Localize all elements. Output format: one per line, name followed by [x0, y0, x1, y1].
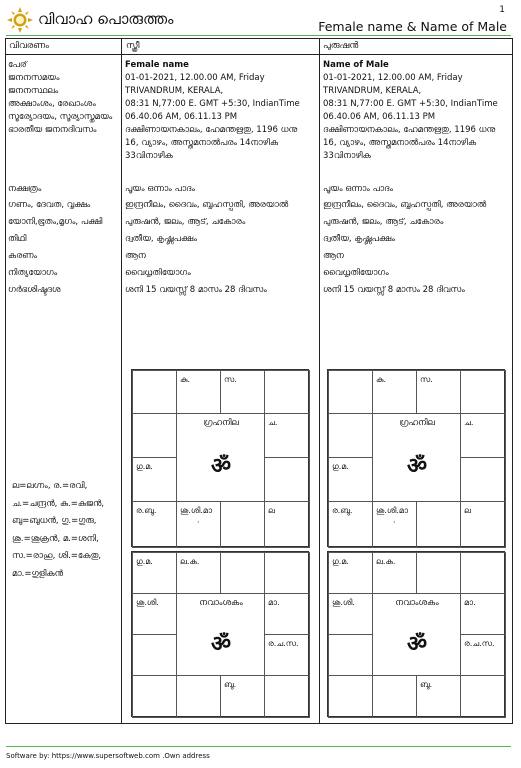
female-ganam: ഇന്ദ്രനീലം, ദൈവം, ബൃഹസ്പതി, അരയാൽ — [125, 200, 289, 210]
navamsa-cell — [132, 634, 177, 676]
sun-logo-icon — [7, 7, 33, 33]
legend-line: ല=ലഗ്നം, ര.=രവി, — [12, 481, 88, 491]
navamsa-cell — [176, 675, 221, 718]
navamsa-cell-text: ല.കു. — [376, 557, 396, 566]
male-indian-date-1: ദക്ഷിണായനകാലം, ഹേമന്തഋതു, 1196 ധനു — [323, 125, 496, 135]
column-header-female: സ്ത്രീ — [126, 41, 140, 51]
female-nithyayogam: വൈധൃതിയോഗം — [125, 268, 191, 278]
om-symbol-icon: ॐ — [210, 454, 232, 479]
navamsa-cell — [328, 675, 373, 718]
navamsa-cell-text: ബു. — [420, 680, 433, 689]
navamsa-cell — [328, 552, 373, 594]
rasi-cell — [264, 413, 310, 458]
rasi-cell — [176, 501, 221, 548]
navamsa-cell-text: ഗു.മ. — [332, 557, 349, 566]
female-dasha: ശനി 15 വയസ്സ് 8 മാസം 28 ദിവസം — [125, 285, 267, 295]
male-birth-datetime: 01-01-2021, 12.00.00 AM, Friday — [323, 73, 463, 83]
column-header-description: വിവരണം — [9, 41, 49, 51]
column-header-male: പുരുഷൻ — [323, 41, 359, 51]
navamsa-cell — [220, 675, 265, 718]
label-birth-time: ജനനസമയം — [8, 73, 60, 83]
rasi-cell-text: ശു.ശി.മാ — [376, 506, 408, 515]
rasi-cell — [176, 370, 221, 414]
navamsa-cell — [460, 675, 506, 718]
navamsa-cell — [416, 675, 461, 718]
female-nakshatra: പൂയം ഒന്നാം പാദം — [125, 184, 195, 194]
label-nakshatra: നക്ഷത്രം — [8, 184, 42, 194]
navamsa-cell-text: ശു.ശി. — [136, 598, 159, 607]
rasi-cell-text: സ. — [420, 375, 433, 384]
rasi-cell-text: ഗു.മ. — [332, 462, 349, 471]
female-yoni: പുരുഷൻ, ജലം, ആട്, ചകോരം — [125, 217, 246, 227]
rasi-cell-text: · — [197, 518, 200, 527]
female-karanam: ആന — [125, 251, 146, 261]
label-dasha: ഗർഭശിഷ്ടദശ — [8, 285, 61, 295]
om-symbol-icon: ॐ — [406, 454, 428, 479]
navamsa-cell-text: ഗു.മ. — [136, 557, 153, 566]
male-yoni: പുരുഷൻ, ജലം, ആട്, ചകോരം — [323, 217, 444, 227]
rasi-cell — [416, 501, 461, 548]
navamsa-cell-text: മാ. — [464, 598, 476, 607]
page-number: 1 — [499, 5, 505, 15]
planet-abbreviation-legend — [12, 478, 104, 583]
male-nakshatra: പൂയം ഒന്നാം പാദം — [323, 184, 393, 194]
navamsa-cell — [328, 593, 373, 635]
male-nithyayogam: വൈധൃതിയോഗം — [323, 268, 389, 278]
rasi-cell — [372, 501, 417, 548]
male-indian-date-2: 16, വ്യാഴം, അസ്തമനാൽപരം 14നാഴിക — [323, 138, 477, 148]
rasi-cell — [220, 370, 265, 414]
rasi-cell — [264, 457, 310, 502]
navamsa-cell — [372, 552, 417, 594]
navamsa-cell — [132, 552, 177, 594]
label-indian-date: ഭാരതീയ ജനനദിവസം — [8, 125, 97, 135]
label-sunrise-sunset: സൂര്യോദയം, സൂര്യാസ്തമയം — [8, 112, 113, 122]
label-yoni: യോനി,ഭൂതം,മൃഗം, പക്ഷി — [8, 217, 103, 227]
rasi-cell — [220, 501, 265, 548]
rasi-cell-text: ര.ബു. — [332, 506, 353, 515]
male-name: Name of Male — [323, 60, 389, 70]
rasi-cell-text: ല — [464, 506, 471, 515]
column-divider-2 — [319, 38, 320, 724]
rasi-cell-text: സ. — [224, 375, 237, 384]
navamsa-cell-text: ശു.ശി. — [332, 598, 355, 607]
navamsa-cell-text: ബു. — [224, 680, 237, 689]
navamsa-cell — [460, 634, 506, 676]
rasi-cell-text: ച. — [268, 418, 278, 427]
rasi-cell — [460, 501, 506, 548]
male-navamsa-chart — [327, 551, 505, 717]
document-title: Female name & Name of Male — [318, 19, 507, 34]
female-coordinates: 08:31 N,77:00 E. GMT +5:30, IndianTime — [125, 99, 300, 109]
label-nithyayogam: നിത്യയോഗം — [8, 268, 58, 278]
footer-credit: Software by: https://www.supersoftweb.com .Own address — [6, 752, 210, 760]
legend-line: ബു=ബുധൻ, ഗു.=ഗുരു, — [12, 516, 97, 526]
label-thithi: തിഥി — [8, 234, 27, 244]
male-ganam: ഇന്ദ്രനീലം, ദൈവം, ബൃഹസ്പതി, അരയാൽ — [323, 200, 487, 210]
legend-line: സ.=രാഹു, ശി.=കേതു, — [12, 551, 102, 561]
rasi-cell — [416, 370, 461, 414]
rasi-center-label: ഗ്രഹനില — [399, 418, 435, 428]
female-thithi: ദ്വതീയ, കൃഷ്ണപക്ഷം — [125, 234, 197, 244]
female-birth-place: TRIVANDRUM, KERALA, — [125, 86, 224, 96]
rasi-cell — [372, 370, 417, 414]
male-sunrise-sunset: 06.40.06 AM, 06.11.13 PM — [323, 112, 436, 122]
rasi-cell — [132, 501, 177, 548]
navamsa-cell — [220, 552, 265, 594]
navamsa-cell — [176, 552, 221, 594]
footer-divider — [6, 746, 511, 747]
app-title: വിവാഹ പൊരുത്തം — [38, 10, 174, 28]
legend-line: മാ.=ഗുളികൻ — [12, 568, 64, 579]
navamsa-center-label: നവാംശകം — [199, 598, 243, 608]
rasi-cell-text: കു. — [180, 375, 191, 384]
rasi-center-label: ഗ്രഹനില — [203, 418, 239, 428]
navamsa-cell — [416, 552, 461, 594]
column-divider-1 — [121, 38, 122, 724]
om-symbol-icon: ॐ — [406, 632, 428, 657]
male-birth-place: TRIVANDRUM, KERALA, — [323, 86, 422, 96]
navamsa-center-label: നവാംശകം — [395, 598, 439, 608]
rasi-cell — [132, 457, 177, 502]
rasi-cell-text: · — [393, 518, 396, 527]
navamsa-cell-text: ല.കു. — [180, 557, 200, 566]
rasi-cell — [132, 413, 177, 458]
female-indian-date-3: 33വിനാഴിക — [125, 151, 173, 161]
navamsa-cell-text: മാ. — [268, 598, 280, 607]
navamsa-cell — [264, 593, 310, 635]
male-thithi: ദ്വതീയ, കൃഷ്ണപക്ഷം — [323, 234, 395, 244]
rasi-cell-text: ഗു.മ. — [136, 462, 153, 471]
legend-line: ശു.=ശുക്രൻ, മ.=ശനി, — [12, 533, 99, 544]
navamsa-cell — [264, 675, 310, 718]
female-indian-date-1: ദക്ഷിണായനകാലം, ഹേമന്തഋതു, 1196 ധനു — [125, 125, 298, 135]
label-name: പേര് — [8, 60, 27, 70]
male-dasha: ശനി 15 വയസ്സ് 8 മാസം 28 ദിവസം — [323, 285, 465, 295]
rasi-cell — [460, 413, 506, 458]
label-lat-long: അക്ഷാംശം, രേഖാംശം — [8, 99, 96, 109]
navamsa-cell-text: ര.ച.സ. — [464, 639, 495, 648]
navamsa-cell — [264, 552, 310, 594]
male-coordinates: 08:31 N,77:00 E. GMT +5:30, IndianTime — [323, 99, 498, 109]
legend-line: ച.=ചന്ദ്രൻ, കു.=കുജൻ, — [12, 498, 105, 509]
female-rasi-chart — [131, 369, 309, 547]
rasi-cell — [328, 457, 373, 502]
rasi-cell-text: കു. — [376, 375, 387, 384]
header-divider — [6, 35, 511, 36]
female-name: Female name — [125, 60, 189, 70]
male-indian-date-3: 33വിനാഴിക — [323, 151, 371, 161]
male-rasi-chart — [327, 369, 505, 547]
rasi-cell — [328, 370, 373, 414]
header-row-divider — [5, 54, 513, 55]
female-indian-date-2: 16, വ്യാഴം, അസ്തമനാൽപരം 14നാഴിക — [125, 138, 279, 148]
rasi-cell — [328, 501, 373, 548]
navamsa-cell — [328, 634, 373, 676]
navamsa-cell — [264, 634, 310, 676]
rasi-cell — [264, 370, 310, 414]
female-birth-datetime: 01-01-2021, 12.00.00 AM, Friday — [125, 73, 265, 83]
navamsa-cell — [372, 675, 417, 718]
rasi-cell — [328, 413, 373, 458]
rasi-cell-text: ല — [268, 506, 275, 515]
navamsa-cell — [460, 552, 506, 594]
female-sunrise-sunset: 06.40.06 AM, 06.11.13 PM — [125, 112, 238, 122]
rasi-cell-text: ശു.ശി.മാ — [180, 506, 212, 515]
rasi-cell — [460, 457, 506, 502]
navamsa-cell — [460, 593, 506, 635]
rasi-cell — [264, 501, 310, 548]
label-ganam: ഗണം, ദേവത, വൃക്ഷം — [8, 200, 91, 210]
label-karanam: കരണം — [8, 251, 38, 261]
rasi-cell-text: ച. — [464, 418, 474, 427]
rasi-cell — [460, 370, 506, 414]
navamsa-cell — [132, 675, 177, 718]
rasi-cell-text: ര.ബു. — [136, 506, 157, 515]
male-karanam: ആന — [323, 251, 344, 261]
om-symbol-icon: ॐ — [210, 632, 232, 657]
navamsa-cell-text: ര.ച.സ. — [268, 639, 299, 648]
navamsa-cell — [132, 593, 177, 635]
rasi-cell — [132, 370, 177, 414]
female-navamsa-chart — [131, 551, 309, 717]
label-birth-place: ജനനസ്ഥലം — [8, 86, 59, 96]
